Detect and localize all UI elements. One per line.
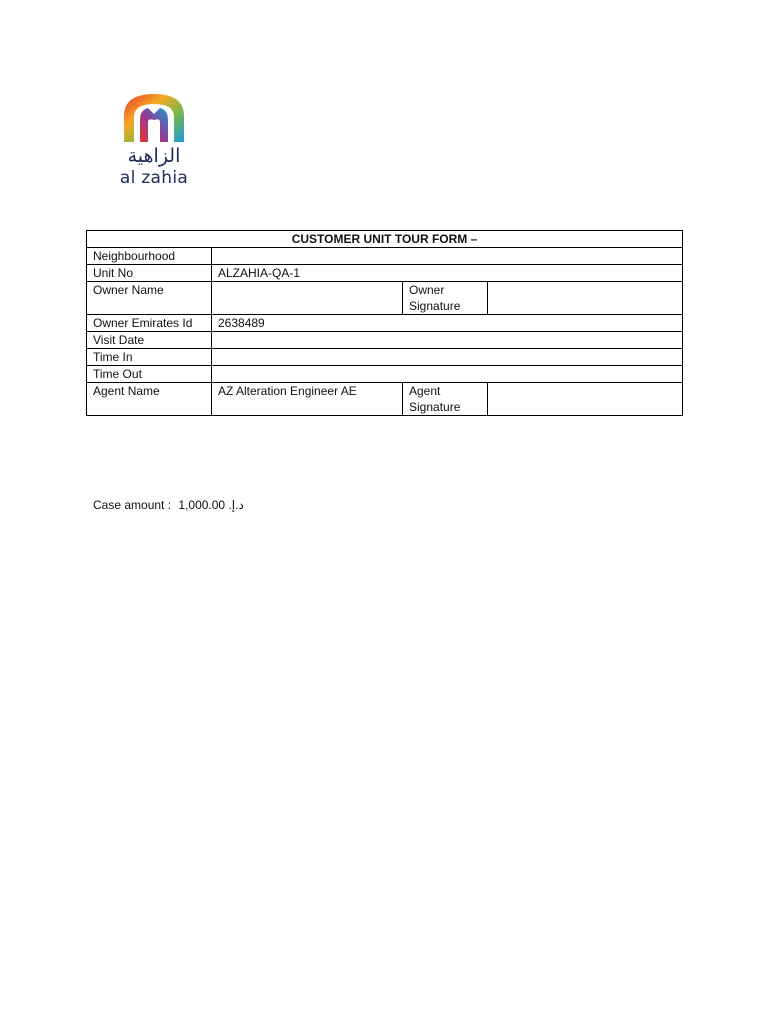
agent-name-value[interactable]: AZ Alteration Engineer AE [212,383,403,416]
neighbourhood-label: Neighbourhood [87,248,212,265]
agent-signature-label: Agent Signature [403,383,488,416]
customer-unit-tour-form [86,230,683,416]
time-out-value[interactable] [212,366,683,383]
table-row [87,332,683,349]
logo-arch-icon [104,90,204,146]
unit-no-label: Unit No [87,265,212,282]
table-row [87,282,683,315]
form-title: CUSTOMER UNIT TOUR FORM – [87,231,683,248]
neighbourhood-value[interactable] [212,248,683,265]
al-zahia-logo [104,90,204,190]
owner-name-value[interactable] [212,282,403,315]
logo-arabic-text: الزاهية [127,145,181,167]
logo-english-text: al zahia [119,168,189,188]
owner-emirates-id-label: Owner Emirates Id [87,315,212,332]
owner-name-label: Owner Name [87,282,212,315]
time-in-value[interactable] [212,349,683,366]
owner-emirates-id-value[interactable]: 2638489 [212,315,683,332]
agent-signature-value[interactable] [488,383,683,416]
agent-name-label: Agent Name [87,383,212,416]
time-out-label: Time Out [87,366,212,383]
table-row [87,265,683,282]
table-row [87,248,683,265]
visit-date-label: Visit Date [87,332,212,349]
table-row [87,349,683,366]
case-amount [93,497,244,513]
visit-date-value[interactable] [212,332,683,349]
unit-no-value[interactable]: ALZAHIA-QA-1 [212,265,683,282]
owner-signature-value[interactable] [488,282,683,315]
case-amount-label: Case amount : [93,498,172,512]
case-amount-value: د.إ. 1,000.00 [178,498,244,512]
owner-signature-label: Owner Signature [403,282,488,315]
table-row [87,366,683,383]
table-row [87,315,683,332]
table-row [87,383,683,416]
form-title-row [87,231,683,248]
time-in-label: Time In [87,349,212,366]
